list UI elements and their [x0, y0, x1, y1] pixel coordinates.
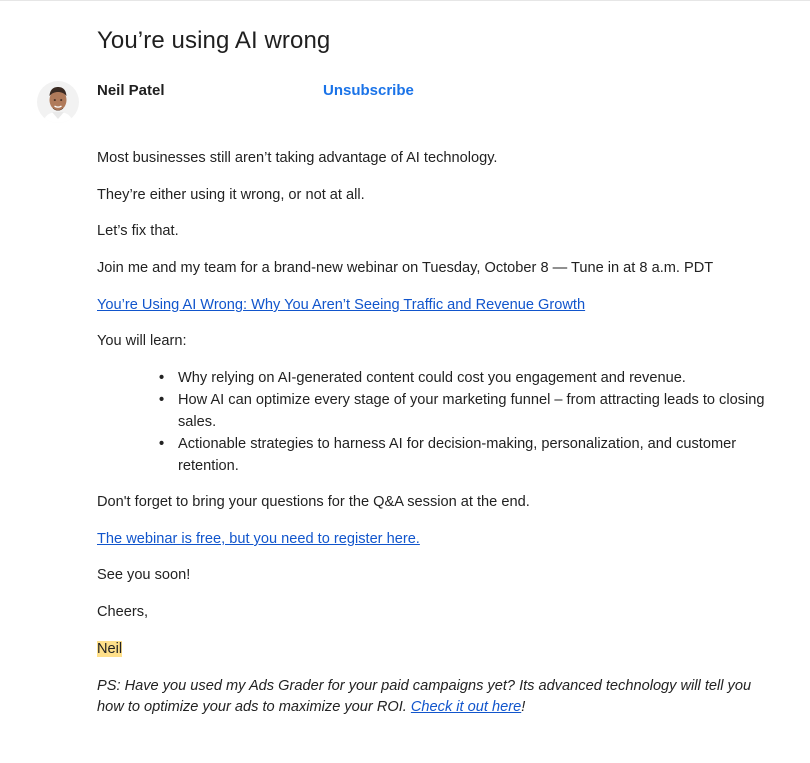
ps-text: PS: Have you used my Ads Grader for your paid campaigns yet? Its advanced technology will tell you how to optimize your ads to maximize your ROI.: [97, 678, 752, 715]
paragraph-2: They’re either using it wrong, or not at all.: [97, 187, 365, 203]
top-divider: [0, 0, 810, 1]
paragraph-1: Most businesses still aren’t taking advantage of AI technology.: [97, 150, 498, 166]
paragraph-7: Cheers,: [97, 604, 149, 620]
bullet-icon: •: [159, 392, 165, 408]
bullet-icon: •: [159, 370, 165, 386]
paragraph-6: See you soon!: [97, 567, 191, 583]
ads-grader-link[interactable]: Check it out here: [410, 699, 522, 715]
paragraph-3: Let’s fix that.: [97, 223, 179, 239]
list-item: • Actionable strategies to harness AI for decision-making, personalization, and customer retention.: [159, 433, 771, 477]
avatar-photo-icon: [37, 81, 79, 123]
list-item: • Why relying on AI-generated content could cost you engagement and revenue.: [159, 367, 771, 389]
unsubscribe-link[interactable]: Unsubscribe: [323, 82, 414, 99]
postscript: [97, 676, 767, 718]
sender-name: Neil Patel: [97, 82, 165, 99]
signature: Neil: [97, 641, 123, 657]
paragraph-5: Don't forget to bring your questions for the Q&A session at the end.: [97, 494, 530, 510]
list-item: • How AI can optimize every stage of your marketing funnel – from attracting leads to closing sales.: [159, 389, 771, 433]
learning-points-list: [159, 367, 771, 477]
sender-avatar[interactable]: [37, 81, 79, 123]
webinar-title-link[interactable]: You’re Using AI Wrong: Why You Aren’t Seeing Traffic and Revenue Growth: [97, 297, 586, 313]
ps-end: !: [521, 699, 526, 715]
email-subject: You’re using AI wrong: [97, 27, 331, 54]
paragraph-4: Join me and my team for a brand-new webinar on Tuesday, October 8 — Tune in at 8 a.m. PDT: [97, 260, 714, 276]
learn-intro: You will learn:: [97, 333, 187, 349]
register-link[interactable]: The webinar is free, but you need to register here.: [97, 531, 420, 547]
bullet-icon: •: [159, 436, 165, 452]
